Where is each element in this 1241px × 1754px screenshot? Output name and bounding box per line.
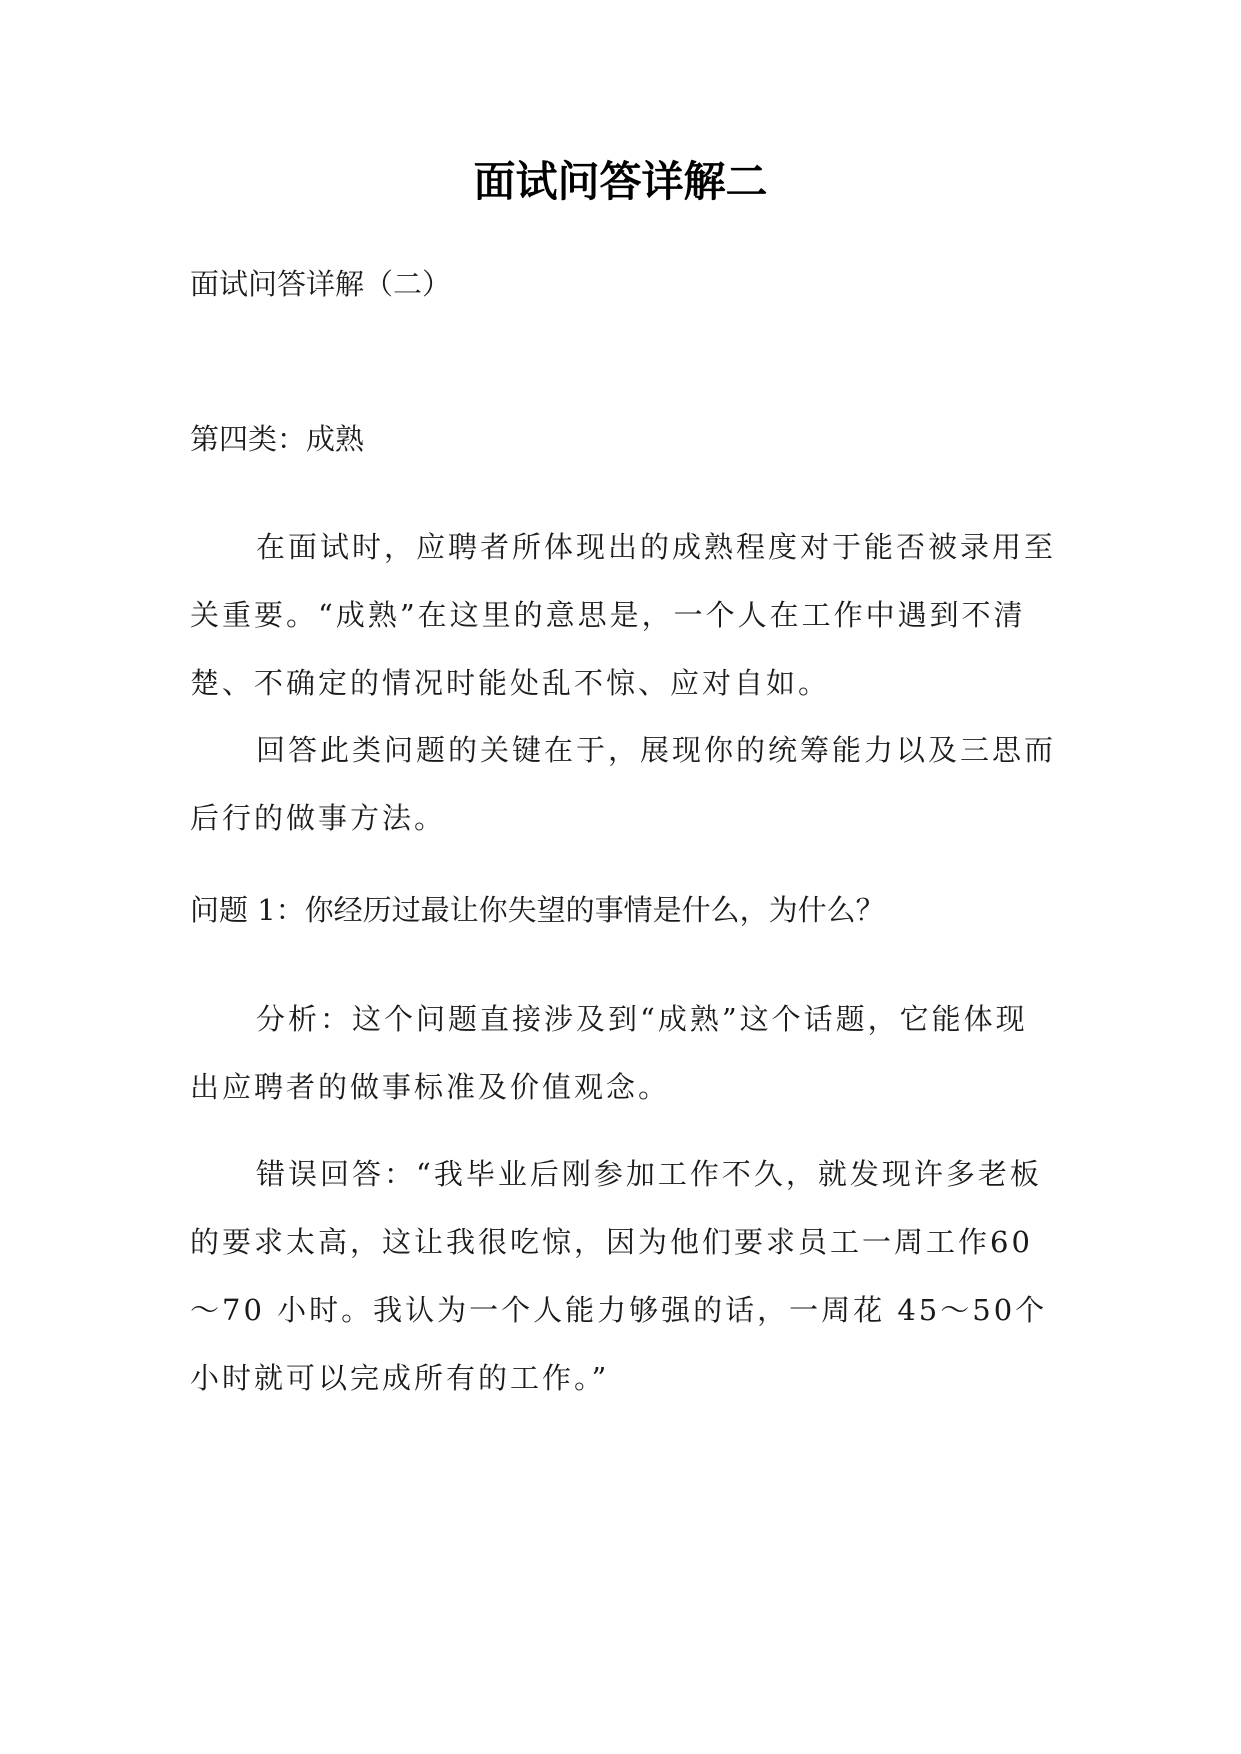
paragraph-maturity-definition: 在面试时，应聘者所体现出的成熟程度对于能否被录用至关重要。“成熟”在这里的意思是，一个人在工作中遇到不清楚、不确定的情况时能处乱不惊、应对自如。: [190, 530, 1057, 700]
document-subtitle: 面试问答详解（二）: [190, 267, 452, 301]
document-title: 面试问答详解二: [473, 157, 768, 206]
paragraph-wrong-answer: 错误回答：“我毕业后刚参加工作不久，就发现许多老板的要求太高，这让我很吃惊，因为他们要求员工一周工作60～70 小时。我认为一个人能力够强的话，一周花 45～50个小时就可以完成所有的工作。”: [190, 1157, 1048, 1395]
question-1: 问题 1：你经历过最让你失望的事情是什么，为什么？: [190, 893, 885, 927]
paragraph-analysis: 分析：这个问题直接涉及到“成熟”这个话题，它能体现出应聘者的做事标准及价值观念。: [190, 1002, 1028, 1104]
paragraph-answer-key: 回答此类问题的关键在于，展现你的统筹能力以及三思而后行的做事方法。: [190, 733, 1057, 835]
section-heading: 第四类：成熟: [190, 422, 365, 456]
